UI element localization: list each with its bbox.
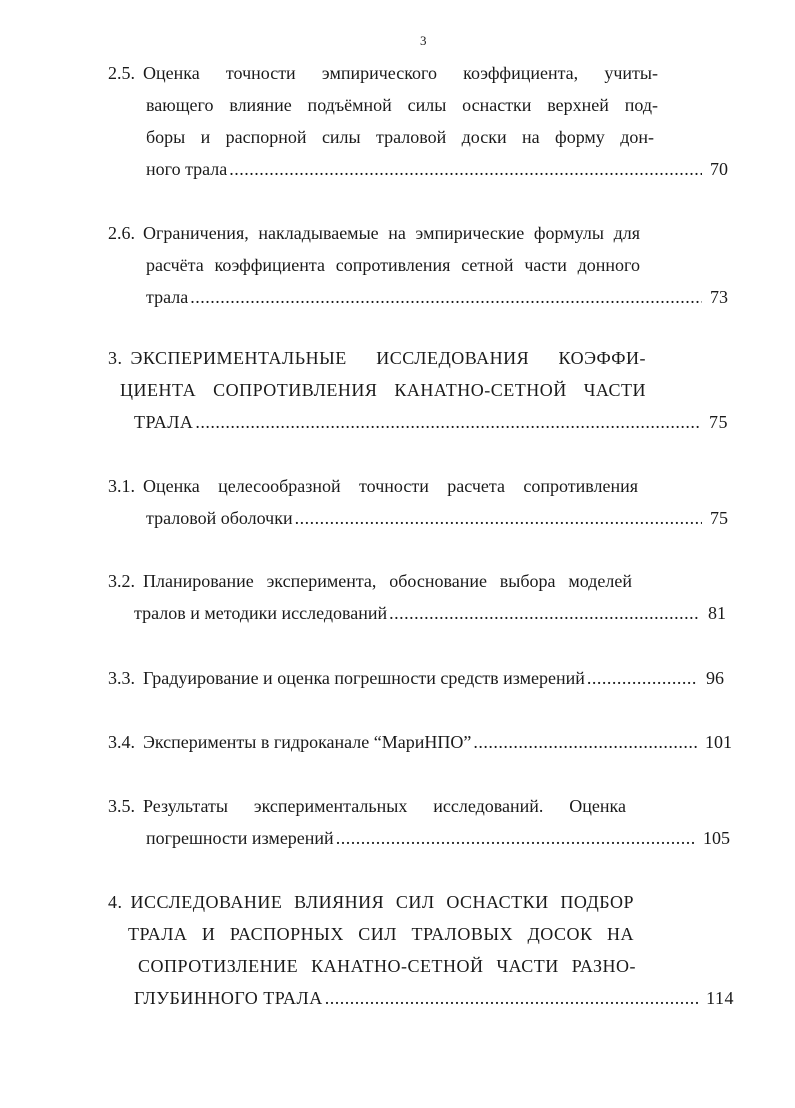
toc-entry-text-line: траловой оболочки — [146, 508, 293, 528]
toc-entry-number: 3.3. — [108, 668, 135, 688]
toc-entry-number: 3.4. — [108, 732, 135, 752]
leader-dots — [190, 286, 702, 308]
toc-entry-page: 101 — [705, 732, 732, 752]
toc-entry-text-line: Результаты экспериментальных исследований. Оценка — [143, 796, 626, 816]
toc-entry-text-line: ГЛУБИННОГО ТРАЛА — [134, 988, 323, 1008]
toc-entry-page: 105 — [703, 828, 730, 848]
toc-entry-number: 3.1. — [108, 476, 135, 496]
toc-entry-number: 3. — [108, 348, 123, 368]
toc-entry-page: 73 — [710, 287, 728, 307]
toc-entry-text-line: Планирование эксперимента, обоснование выбора моделей — [143, 571, 632, 591]
toc-entry-text-line: ЦИЕНТА СОПРОТИВЛЕНИЯ КАНАТНО-СЕТНОЙ ЧАСТИ — [120, 380, 646, 400]
leader-dots — [389, 602, 700, 624]
leader-dots — [295, 507, 702, 529]
toc-entry-text-line: Градуирование и оценка погрешности средств измерений — [143, 668, 585, 688]
toc-entry-text-line: Оценка точности эмпирического коэффициента, учиты- — [143, 63, 658, 83]
toc-entry-text-line: ТРАЛА — [134, 412, 194, 432]
leader-dots — [195, 411, 701, 433]
toc-entry-text-line: боры и распорной силы траловой доски на форму дон- — [146, 127, 654, 147]
toc-entry-text-line: ИССЛЕДОВАНИЕ ВЛИЯНИЯ СИЛ ОСНАСТКИ ПОДБОР — [130, 892, 634, 912]
toc-entry-text-line: ЭКСПЕРИМЕНТАЛЬНЫЕ ИССЛЕДОВАНИЯ КОЭФФИ- — [130, 348, 646, 368]
toc-entry-text-line: трала — [146, 287, 189, 307]
toc-entry-page: 114 — [706, 988, 734, 1008]
toc-entry-text-line: Ограничения, накладываемые на эмпирические формулы для — [143, 223, 640, 243]
toc-entry-text-line: ТРАЛА И РАСПОРНЫХ СИЛ ТРАЛОВЫХ ДОСОК НА — [128, 924, 634, 944]
leader-dots — [587, 667, 698, 689]
toc-entry-page: 75 — [710, 508, 728, 528]
leader-dots — [473, 731, 697, 753]
leader-dots — [229, 158, 702, 180]
toc-entry-page: 75 — [709, 412, 728, 432]
toc-entry-page: 96 — [706, 668, 724, 688]
leader-dots — [325, 987, 698, 1009]
leader-dots — [336, 827, 695, 849]
toc-entry-text-line: вающего влияние подъёмной силы оснастки верхней под- — [146, 95, 658, 115]
toc-entry-page: 70 — [710, 159, 728, 179]
toc-entry-number: 3.5. — [108, 796, 135, 816]
toc-entry-number: 3.2. — [108, 571, 135, 591]
toc-entry-number: 2.6. — [108, 223, 135, 243]
toc-entry-page: 81 — [708, 603, 726, 623]
toc-entry-text-line: Эксперименты в гидроканале “МариНПО” — [143, 732, 472, 752]
page-number: 3 — [420, 33, 427, 48]
toc-entry-text-line: СОПРОТИЗЛЕНИЕ КАНАТНО-СЕТНОЙ ЧАСТИ РАЗНО- — [138, 956, 636, 976]
toc-entry-text-line: тралов и методики исследований — [134, 603, 388, 623]
toc-entry-text-line: ного трала — [146, 159, 228, 179]
toc-entry-text-line: Оценка целесообразной точности расчета сопротивления — [143, 476, 638, 496]
toc-entry-text-line: расчёта коэффициента сопротивления сетной части донного — [146, 255, 640, 275]
toc-entry-number: 2.5. — [108, 63, 135, 83]
toc-entry-number: 4. — [108, 892, 123, 912]
toc-entry-text-line: погрешности измерений — [146, 828, 334, 848]
